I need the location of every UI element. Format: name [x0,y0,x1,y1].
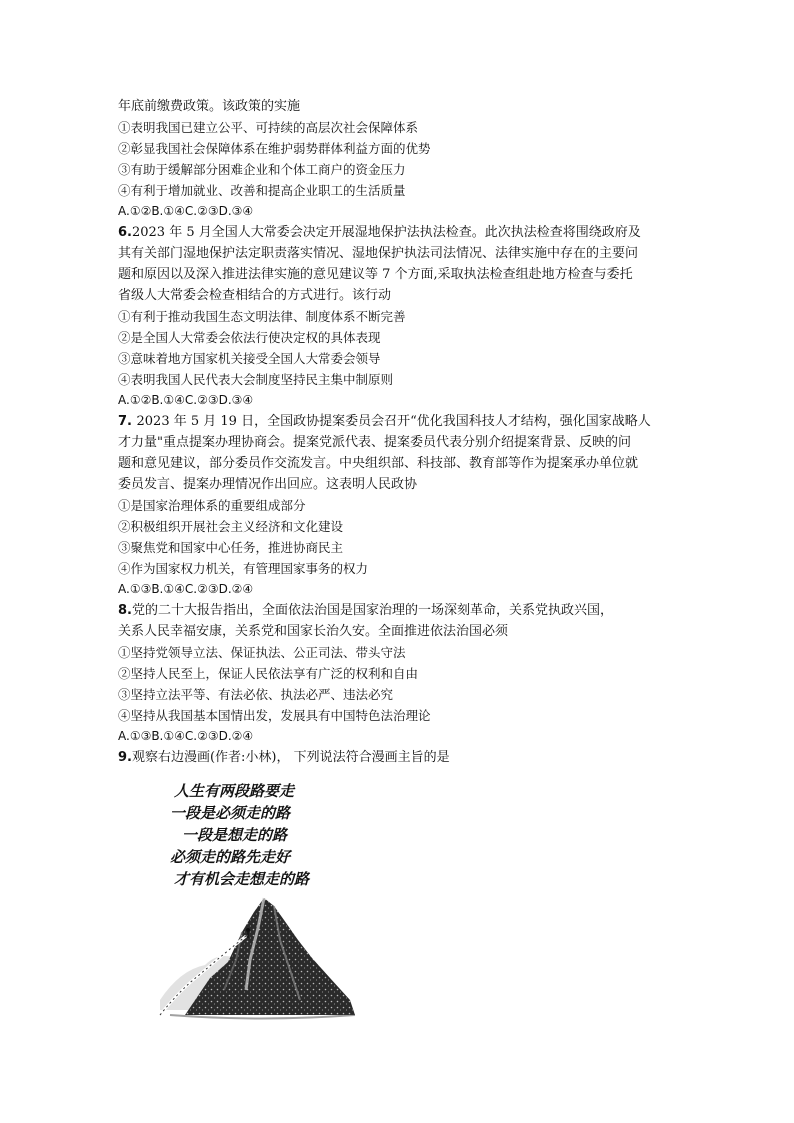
q5-answer-choices: A.①②B.①④C.②③D.③④ [118,204,254,218]
cartoon-line-2: 一段是必须走的路 [170,804,291,822]
q8-option-3: ③坚持立法平等、有法必依、执法必严、违法必究 [118,687,394,702]
q6-answer-choices: A.①②B.①④C.②③D.③④ [118,393,254,407]
q8-stem-line-2: 关系人民幸福安康，关系党和国家长治久安。全面推进依法治国必须 [118,624,509,639]
q5-option-4: ④有利于增加就业、改善和提高企业职工的生活质量 [118,183,406,198]
q7-stem-line-1 [118,411,684,432]
q7-answer-choices: A.①③B.①④C.②③D.②④ [118,582,254,596]
q8-option-2: ②坚持人民至上，保证人民依法享有广泛的权利和自由 [118,666,419,681]
q8-answer-choices: A.①③B.①④C.②③D.②④ [118,729,254,743]
q8-number: 8. [118,603,132,618]
mountain-drawing [150,850,360,1020]
q9-stem-line-1 [118,747,684,768]
q6-stem-line-4: 省级人大常委会检查相结合的方式进行。该行动 [118,288,392,303]
q6-stem-text-1: 2023 年 5 月全国人大常委会决定开展湿地保护法执法检查。此次执法检查将围绕政府及 [131,225,641,240]
cartoon-line-5: 才有机会走想走的路 [174,870,310,888]
q6-option-4: ④表明我国人民代表大会制度坚持民主集中制原则 [118,372,394,387]
q5-option-1: ①表明我国已建立公平、可持续的高层次社会保障体系 [118,120,419,135]
q9-stem-text: 观察右边漫画(作者:小林)， 下列说法符合漫画主旨的是 [131,750,450,765]
q8-option-4: ④坚持从我国基本国情出发，发展具有中国特色法治理论 [118,708,431,723]
q7-stem-line-4: 委员发言、提案办理情况作出回应。这表明人民政协 [118,477,418,492]
q7-stem-text-1: 2023 年 5 月 19 日，全国政协提案委员会召开“优化我国科技人才结构，强化国家战略人 [136,414,651,429]
q7-stem-line-2: 才力量"重点提案办理协商会。提案党派代表、提案委员代表分别介绍提案背景、反映的问 [118,435,631,450]
q7-stem-line-3: 题和意见建议，部分委员作交流发言。中央组织部、科技部、教育部等作为提案承办单位就 [118,456,639,471]
cartoon-line-1: 人生有两段路要走 [174,782,295,800]
q9-number: 9. [118,750,132,765]
question-list [118,96,684,768]
cartoon-line-3: 一段是想走的路 [182,826,288,844]
q5-option-3: ③有助于缓解部分困难企业和个体工商户的资金压力 [118,162,406,177]
q6-number: 6. [118,225,132,240]
q6-option-1: ①有利于推动我国生态文明法律、制度体系不断完善 [118,309,406,324]
q8-option-1: ①坚持党领导立法、保证执法、公正司法、带头守法 [118,645,406,660]
q7-option-2: ②积极组织开展社会主义经济和文化建设 [118,519,344,534]
q6-stem-line-3: 题和原因以及深入推进法律实施的意见建议等 7 个方面,采取执法检查组赴地方检查与委托 [118,267,633,282]
q5-intro: 年底前缴费政策。该政策的实施 [118,99,301,114]
cartoon-illustration [150,780,360,1020]
q6-stem-line-1 [118,222,684,243]
q7-option-4: ④作为国家权力机关，有管理国家事务的权力 [118,561,369,576]
cartoon-line-4: 必须走的路先走好 [170,848,291,866]
q7-option-3: ③聚焦党和国家中心任务，推进协商民主 [118,540,344,555]
q6-option-2: ②是全国人大常委会依法行使决定权的具体表现 [118,330,381,345]
q8-stem-text-1: 党的二十大报告指出，全面依法治国是国家治理的一场深刻革命，关系党执政兴国， [131,603,613,618]
q5-option-2: ②彰显我国社会保障体系在维护弱势群体利益方面的优势 [118,141,431,156]
q6-option-3: ③意味着地方国家机关接受全国人大常委会领导 [118,351,381,366]
q7-option-1: ①是国家治理体系的重要组成部分 [118,498,306,513]
q8-stem-line-1 [118,600,684,621]
q6-stem-line-2: 其有关部门湿地保护法定职责落实情况、湿地保护执法司法情况、法律实施中存在的主要问 [118,246,639,261]
q7-number: 7. [118,414,137,429]
